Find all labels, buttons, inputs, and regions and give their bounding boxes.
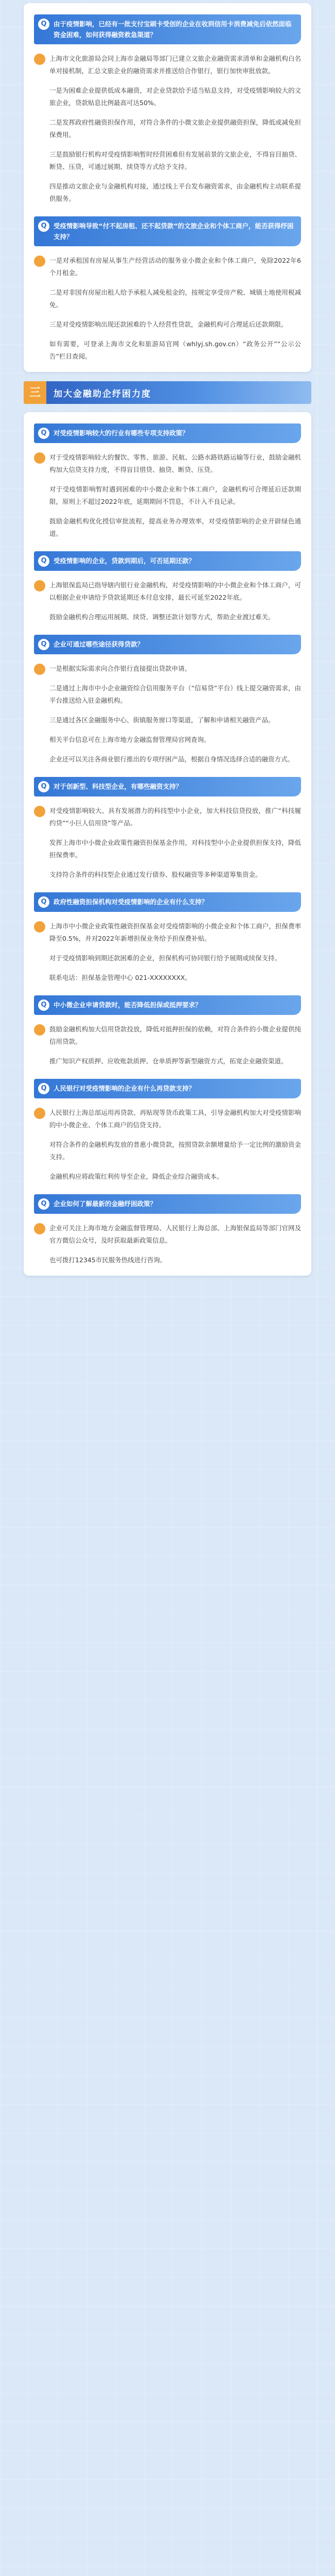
answer-paragraph: 相关平台信息可在上海市地方金融监督管理局官网查询。 bbox=[49, 736, 210, 743]
answer-paragraph: 二是对非国有房屋出租人给予承租人减免租金的，按规定享受房产税、城镇土地使用税减免。 bbox=[49, 289, 301, 309]
answer-paragraph: 支持符合条件的科技型企业通过发行债券、股权融资等多种渠道筹集资金。 bbox=[49, 871, 262, 878]
qa-item bbox=[34, 14, 301, 205]
answer-badge-icon bbox=[34, 256, 45, 267]
question-text: 受疫情影响的企业，贷款到期后，可否延期还款？ bbox=[54, 557, 196, 565]
answer-block bbox=[34, 1107, 301, 1183]
question-banner bbox=[34, 635, 301, 654]
question-text: 中小微企业申请贷款时，能否降低担保或抵押要求？ bbox=[54, 1001, 202, 1009]
answer-block bbox=[34, 805, 301, 881]
qa-item bbox=[34, 777, 301, 881]
answer-paragraph: 对于受疫情影响到期还款困难的企业，担保机构可协同银行给予展期或续保支持。 bbox=[49, 954, 281, 962]
answer-paragraph: 人民银行上海总部运用再贷款、再贴现等货币政策工具，引导金融机构加大对受疫情影响的中小微企业、个体工商户的信贷支持。 bbox=[49, 1109, 301, 1129]
question-banner bbox=[34, 551, 301, 571]
answer-paragraphs bbox=[49, 579, 301, 623]
question-text: 政府性融资担保机构对受疫情影响的企业有什么支持？ bbox=[54, 898, 208, 906]
question-text: 对于创新型、科技型企业，有哪些融资支持？ bbox=[54, 783, 183, 790]
question-badge: Q bbox=[38, 19, 49, 30]
question-banner bbox=[34, 1194, 301, 1214]
answer-badge-icon bbox=[34, 1223, 45, 1234]
question-badge: Q bbox=[38, 999, 49, 1011]
question-banner bbox=[34, 1079, 301, 1098]
qa-item bbox=[34, 1079, 301, 1183]
answer-paragraph: 对符合条件的金融机构发放的普惠小微贷款，按照贷款余额增量给予一定比例的激励资金支持。 bbox=[49, 1141, 301, 1161]
answer-paragraph: 上海银保监局已指导辖内银行业金融机构，对受疫情影响的中小微企业和个体工商户，可以根据企业申请给予贷款延期还本付息安排，最长可延至2022年底。 bbox=[49, 581, 301, 601]
answer-paragraphs bbox=[49, 663, 301, 766]
answer-badge-icon bbox=[34, 54, 45, 65]
answer-block bbox=[34, 1222, 301, 1266]
question-text: 由于疫情影响，已经有一批支付宝刷卡受创的企业在收到信用卡消费减免后依然面临资金困难，如何获得融资救急渠道？ bbox=[54, 20, 292, 39]
answer-paragraph: 发挥上海市中小微企业政策性融资担保基金作用，对科技型中小企业提供担保支持，降低担保费率。 bbox=[49, 839, 301, 859]
qa-item bbox=[34, 635, 301, 766]
question-text: 人民银行对受疫情影响的企业有什么再贷款支持？ bbox=[54, 1084, 196, 1092]
question-banner bbox=[34, 14, 301, 44]
answer-paragraphs bbox=[49, 1107, 301, 1183]
answer-block bbox=[34, 579, 301, 623]
qa-item bbox=[34, 216, 301, 363]
answer-paragraph: 鼓励金融机构合理运用展期、续贷、调整还款计划等方式，帮助企业渡过难关。 bbox=[49, 613, 275, 621]
answer-badge-icon bbox=[34, 664, 45, 675]
question-badge: Q bbox=[38, 639, 49, 650]
answer-paragraph: 一是为困难企业提供低成本融资，对企业贷款给予适当贴息支持，对受疫情影响较大的文旅企业，贷款贴息比例最高可达50%。 bbox=[49, 87, 301, 107]
section-number: 三 bbox=[24, 381, 46, 404]
answer-block bbox=[34, 255, 301, 363]
answer-badge-icon bbox=[34, 452, 45, 464]
answer-paragraph: 金融机构应将政策红利传导至企业，降低企业综合融资成本。 bbox=[49, 1173, 223, 1180]
question-text: 企业如何了解最新的金融纾困政策？ bbox=[54, 1200, 157, 1208]
section-title: 加大金融助企纾困力度 bbox=[54, 388, 151, 399]
answer-paragraph: 上海市文化旅游局会同上海市金融局等部门已建立文旅企业融资需求清单和金融机构白名单对接机制，汇总文旅企业的融资需求并推送给合作银行，银行加快审批放款。 bbox=[49, 55, 301, 75]
answer-paragraphs bbox=[49, 1222, 301, 1266]
question-badge: Q bbox=[38, 1083, 49, 1094]
qa-card-1 bbox=[24, 3, 311, 372]
answer-block bbox=[34, 663, 301, 766]
answer-block bbox=[34, 1023, 301, 1067]
question-banner bbox=[34, 777, 301, 796]
answer-block bbox=[34, 53, 301, 205]
qa-item bbox=[34, 1194, 301, 1266]
answer-paragraph: 一是对承租国有房屋从事生产经营活动的服务业小微企业和个体工商户，免除2022年6个月租金。 bbox=[49, 257, 301, 277]
answer-paragraph: 上海市中小微企业政策性融资担保基金对受疫情影响的小微企业和个体工商户，担保费率降至0.5%，并对2022年新增担保业务给予担保费补贴。 bbox=[49, 922, 301, 942]
answer-paragraph: 二是发挥政府性融资担保作用，对符合条件的小微文旅企业提供融资担保，降低或减免担保费用。 bbox=[49, 118, 301, 139]
answer-badge-icon bbox=[34, 921, 45, 933]
answer-paragraph: 企业可关注上海市地方金融监督管理局、人民银行上海总部、上海银保监局等部门官网及官方微信公众号，及时获取最新政策信息。 bbox=[49, 1224, 301, 1244]
question-text: 企业可通过哪些途径获得贷款？ bbox=[54, 640, 144, 648]
qa-card-2 bbox=[24, 412, 311, 1276]
answer-paragraph: 企业还可以关注各商业银行推出的专项纾困产品，根据自身情况选择合适的融资方式。 bbox=[49, 755, 294, 763]
question-banner bbox=[34, 216, 301, 246]
qa-item bbox=[34, 995, 301, 1067]
qa-item bbox=[34, 551, 301, 623]
answer-paragraph: 三是鼓励银行机构对受疫情影响暂时经营困难但有发展前景的文旅企业，不得盲目抽贷、断贷、压贷，可通过展期、续贷等方式给予支持。 bbox=[49, 150, 301, 171]
question-banner bbox=[34, 892, 301, 912]
answer-paragraph: 也可拨打12345市民服务热线进行咨询。 bbox=[49, 1256, 167, 1264]
question-badge: Q bbox=[38, 781, 49, 792]
answer-paragraph: 四是推动文旅企业与金融机构对接，通过线上平台发布融资需求，由金融机构主动联系提供服务。 bbox=[49, 182, 301, 202]
answer-paragraph: 一是根据实际需求向合作银行直接提出贷款申请。 bbox=[49, 665, 191, 672]
answer-paragraph: 三是对受疫情影响出现还款困难的个人经营性贷款，金融机构可合理延后还款期限。 bbox=[49, 320, 288, 328]
answer-paragraph: 对于受疫情影响较大的餐饮、零售、旅游、民航、公路水路铁路运输等行业，鼓励金融机构加大信贷支持力度，不得盲目惜贷、抽贷、断贷、压贷。 bbox=[49, 453, 301, 473]
answer-badge-icon bbox=[34, 1024, 45, 1036]
question-badge: Q bbox=[38, 221, 49, 232]
answer-block bbox=[34, 920, 301, 984]
answer-paragraphs bbox=[49, 805, 301, 881]
question-badge: Q bbox=[38, 1198, 49, 1210]
answer-paragraph: 对受疫情影响较大、具有发展潜力的科技型中小企业，加大科技信贷投放，推广“科技履约贷”“小巨人信用贷”等产品。 bbox=[49, 807, 301, 827]
question-text: 对受疫情影响较大的行业有哪些专项支持政策？ bbox=[54, 429, 189, 437]
answer-paragraph: 鼓励金融机构优化授信审批流程，提高业务办理效率，对受疫情影响的企业开辟绿色通道。 bbox=[49, 517, 301, 537]
question-banner bbox=[34, 995, 301, 1015]
answer-paragraphs bbox=[49, 255, 301, 363]
answer-paragraphs bbox=[49, 1023, 301, 1067]
answer-paragraph: 如有需要，可登录上海市文化和旅游局官网（whlyj.sh.gov.cn）“政务公开”“公示公告”栏目查阅。 bbox=[49, 340, 301, 360]
question-text: 受疫情影响导致“付不起房租、还不起贷款”的文旅企业和个体工商户，能否获得纾困支持？ bbox=[54, 222, 294, 241]
answer-paragraph: 推广知识产权质押、应收账款质押、仓单质押等新型融资方式，拓宽企业融资渠道。 bbox=[49, 1057, 288, 1065]
answer-paragraph: 三是通过各区金融服务中心、街镇服务窗口等渠道，了解和申请相关融资产品。 bbox=[49, 716, 275, 724]
question-badge: Q bbox=[38, 896, 49, 908]
question-banner bbox=[34, 423, 301, 443]
qa-item bbox=[34, 423, 301, 540]
answer-paragraph: 鼓励金融机构加大信用贷款投放，降低对抵押担保的依赖，对符合条件的小微企业提供纯信用贷款。 bbox=[49, 1025, 301, 1045]
answer-badge-icon bbox=[34, 1108, 45, 1119]
answer-paragraphs bbox=[49, 920, 301, 984]
question-badge: Q bbox=[38, 428, 49, 439]
question-badge: Q bbox=[38, 555, 49, 567]
answer-badge-icon bbox=[34, 806, 45, 817]
answer-paragraph: 联系电话：担保基金管理中心 021-XXXXXXXX。 bbox=[49, 974, 191, 981]
answer-paragraph: 对于受疫情影响暂时遇到困难的中小微企业和个体工商户，金融机构可合理延后还款期限，原则上不超过2022年底，延期期间不罚息，不计入不良记录。 bbox=[49, 485, 301, 505]
section-header bbox=[24, 381, 311, 404]
answer-block bbox=[34, 451, 301, 540]
answer-paragraph: 二是通过上海市中小企业融资综合信用服务平台（“信易贷”平台）线上提交融资需求，由平台推送给入驻金融机构。 bbox=[49, 684, 301, 704]
qa-item bbox=[34, 892, 301, 984]
answer-paragraphs bbox=[49, 451, 301, 540]
answer-badge-icon bbox=[34, 580, 45, 591]
answer-paragraphs bbox=[49, 53, 301, 205]
